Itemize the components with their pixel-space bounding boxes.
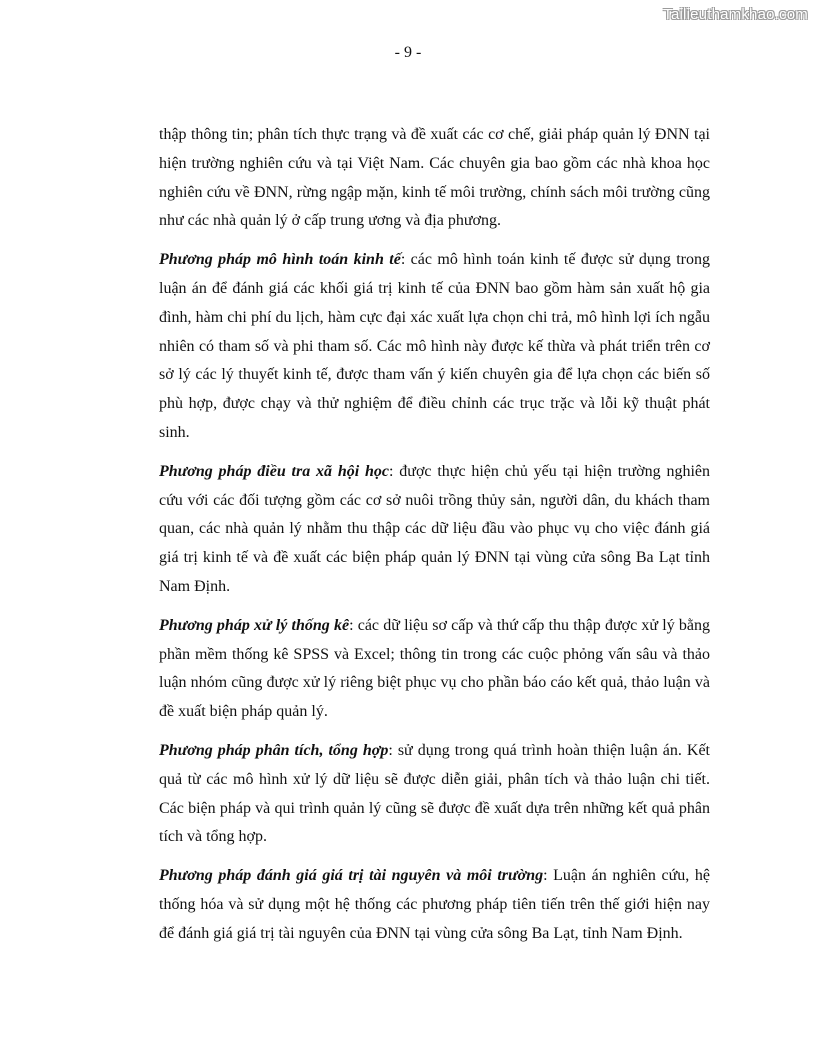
paragraph-text: thập thông tin; phân tích thực trạng và đề xuất các cơ chế, giải pháp quản lý ĐNN tại hiện trường nghiên cứu và tại Việt Nam. Các chuyên gia bao gồm các nhà khoa học nghiên cứu về ĐNN, rừng ngập mặn, kinh tế môi trường, chính sách môi trường cũng như các nhà quản lý ở cấp trung ương và địa phương. <box>159 126 710 230</box>
paragraph-text: : được thực hiện chủ yếu tại hiện trường nghiên cứu với các đối tượng gồm các cơ sở nuôi trồng thủy sản, người dân, du khách tham quan, các nhà quản lý nhằm thu thập các dữ liệu đầu vào phục vụ cho việc đánh giá giá trị kinh tế và đề xuất các biện pháp quản lý ĐNN tại vùng cửa sông Ba Lạt tỉnh Nam Định. <box>159 462 711 595</box>
paragraph-text: : sử dụng trong quá trình hoàn thiện luận án. Kết quả từ các mô hình xử lý dữ liệu sẽ được diễn giải, phân tích và thảo luận chi tiết. Các biện pháp và qui trình quản lý cũng sẽ được đề xuất dựa trên những kết quả phân tích và tổng hợp. <box>159 741 711 846</box>
paragraph-valuation <box>159 862 710 948</box>
paragraph-text: : các dữ liệu sơ cấp và thứ cấp thu thập được xử lý bằng phần mềm thống kê SPSS và Excel; thông tin trong các cuộc phỏng vấn sâu và thảo luận nhóm cũng được xử lý riêng biệt phục vụ cho phần báo cáo kết quả, thảo luận và đề xuất biện pháp quản lý. <box>159 616 710 721</box>
paragraph-economic-models <box>159 246 710 448</box>
watermark: Tailieuthamkhao.com <box>663 6 808 23</box>
paragraph-heading: Phương pháp mô hình toán kinh tế <box>159 251 401 269</box>
page-number: - 9 - <box>394 44 422 61</box>
paragraph-intro-continuation <box>159 121 710 236</box>
paragraph-text: : các mô hình toán kinh tế được sử dụng trong luận án để đánh giá các khối giá trị kinh tế của ĐNN bao gồm hàm sản xuất hộ gia đình, hàm chi phí du lịch, hàm cực đại xác xuất lựa chọn chi trả, mô hình lợi ích ngẫu nhiên có tham số và phi tham số. Các mô hình này được kế thừa và phát triển trên cơ sở lý các lý thuyết kinh tế, được tham vấn ý kiến chuyên gia để lựa chọn các biến số phù hợp, được chạy và thử nghiệm để điều chỉnh các trục trặc và lỗi kỹ thuật phát sinh. <box>159 251 711 441</box>
paragraph-heading: Phương pháp phân tích, tổng hợp <box>159 741 389 759</box>
paragraph-heading: Phương pháp điều tra xã hội học <box>159 462 390 480</box>
paragraph-statistics <box>159 612 710 727</box>
paragraph-social-survey <box>159 458 710 602</box>
paragraph-heading: Phương pháp xử lý thống kê <box>159 616 350 634</box>
paragraph-heading: Phương pháp đánh giá giá trị tài nguyên và môi trường <box>159 867 544 885</box>
paragraph-analysis <box>159 737 710 852</box>
document-body <box>159 121 710 959</box>
paragraph-text: : Luận án nghiên cứu, hệ thống hóa và sử dụng một hệ thống các phương pháp tiên tiến trên thế giới hiện nay để đánh giá giá trị tài nguyên của ĐNN tại vùng cửa sông Ba Lạt, tỉnh Nam Định. <box>159 867 711 942</box>
